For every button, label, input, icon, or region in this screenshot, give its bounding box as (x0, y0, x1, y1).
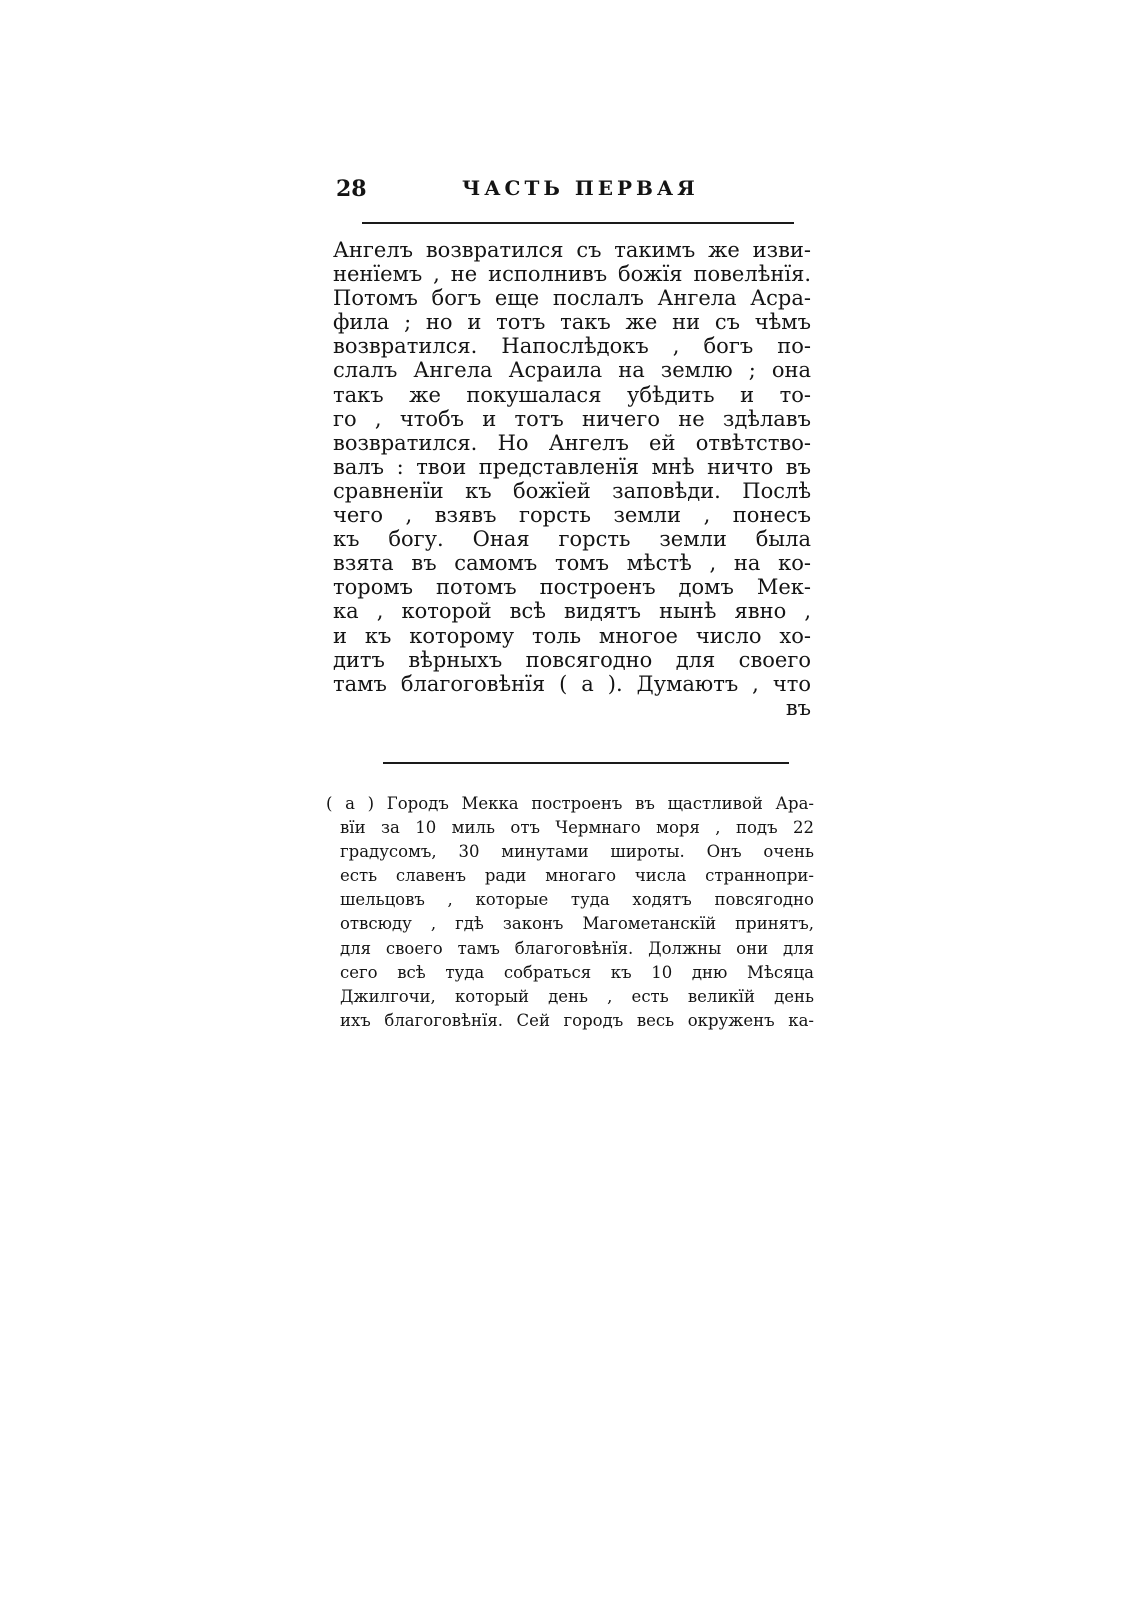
body-line: и къ которому толь многое число хо- (333, 623, 811, 648)
page-number: 28 (336, 176, 367, 202)
body-line: такъ же покушалася убѣдить и то- (333, 382, 811, 407)
footnote-line: ихъ благоговѣнїя. Сей городъ весь окруженъ ка- (340, 1010, 814, 1030)
footnote-line: вїи за 10 миль отъ Чермнаго моря , подъ 22 (340, 818, 814, 838)
body-line: взята въ самомъ томъ мѣстѣ , на ко- (333, 551, 811, 576)
body-line: валъ : твои представленїя мнѣ ничто въ (333, 454, 811, 479)
catchword: въ (785, 695, 811, 720)
footnote-line: ( a ) Городъ Мекка построенъ въ щастливой Ара- (326, 794, 814, 813)
body-line: къ богу. Оная горсть земли была (333, 527, 811, 552)
body-text (333, 238, 811, 720)
page-header (336, 176, 792, 206)
body-line: ка , которой всѣ видятъ нынѣ явно , (333, 599, 811, 624)
body-line: возвратился. Но Ангелъ ей отвѣтство- (333, 430, 811, 455)
footnote-line: отвсюду , гдѣ законъ Магометанскїй принятъ, (340, 914, 814, 934)
footnote-line: сего всѣ туда собраться къ 10 дню Мѣсяца (340, 962, 814, 982)
header-rule (362, 222, 794, 224)
body-line: чего , взявъ горсть земли , понесъ (333, 503, 811, 528)
body-line: слалъ Ангела Асраила на землю ; она (333, 358, 811, 383)
footnote-line: есть славенъ ради многаго числа страннопри- (340, 866, 814, 886)
footnote-line: Джилгочи, который день , есть великїй день (340, 986, 814, 1006)
footnote-line: для своего тамъ благоговѣнїя. Должны они для (340, 938, 814, 958)
body-line: сравненїи къ божїей заповѣди. Послѣ (333, 478, 811, 503)
body-line: торомъ потомъ построенъ домъ Мек- (333, 575, 811, 600)
footnote-line: градусомъ, 30 минутами широты. Онъ очень (340, 842, 814, 862)
body-line: дитъ вѣрныхъ повсягодно для своего (333, 647, 811, 672)
body-line: возвратился. Напослѣдокъ , богъ по- (333, 334, 811, 359)
footnote-line: шельцовъ , которые туда ходятъ повсягодно (340, 890, 814, 910)
body-line: фила ; но и тотъ такъ же ни съ чѣмъ (333, 310, 811, 335)
footnote-rule (383, 762, 789, 764)
body-line: го , чтобъ и тотъ ничего не здѣлавъ (333, 406, 811, 431)
body-line: тамъ благоговѣнїя ( a ). Думаютъ , что (333, 671, 811, 696)
body-line: Потомъ богъ еще послалъ Ангела Асра- (333, 286, 811, 311)
running-title: ЧАСТЬ ПЕРВАЯ (462, 176, 699, 200)
body-line: ненїемъ , не исполнивъ божїя повелѣнїя. (333, 262, 811, 287)
body-line: Ангелъ возвратился съ такимъ же изви- (333, 238, 811, 262)
footnote (326, 792, 814, 1033)
